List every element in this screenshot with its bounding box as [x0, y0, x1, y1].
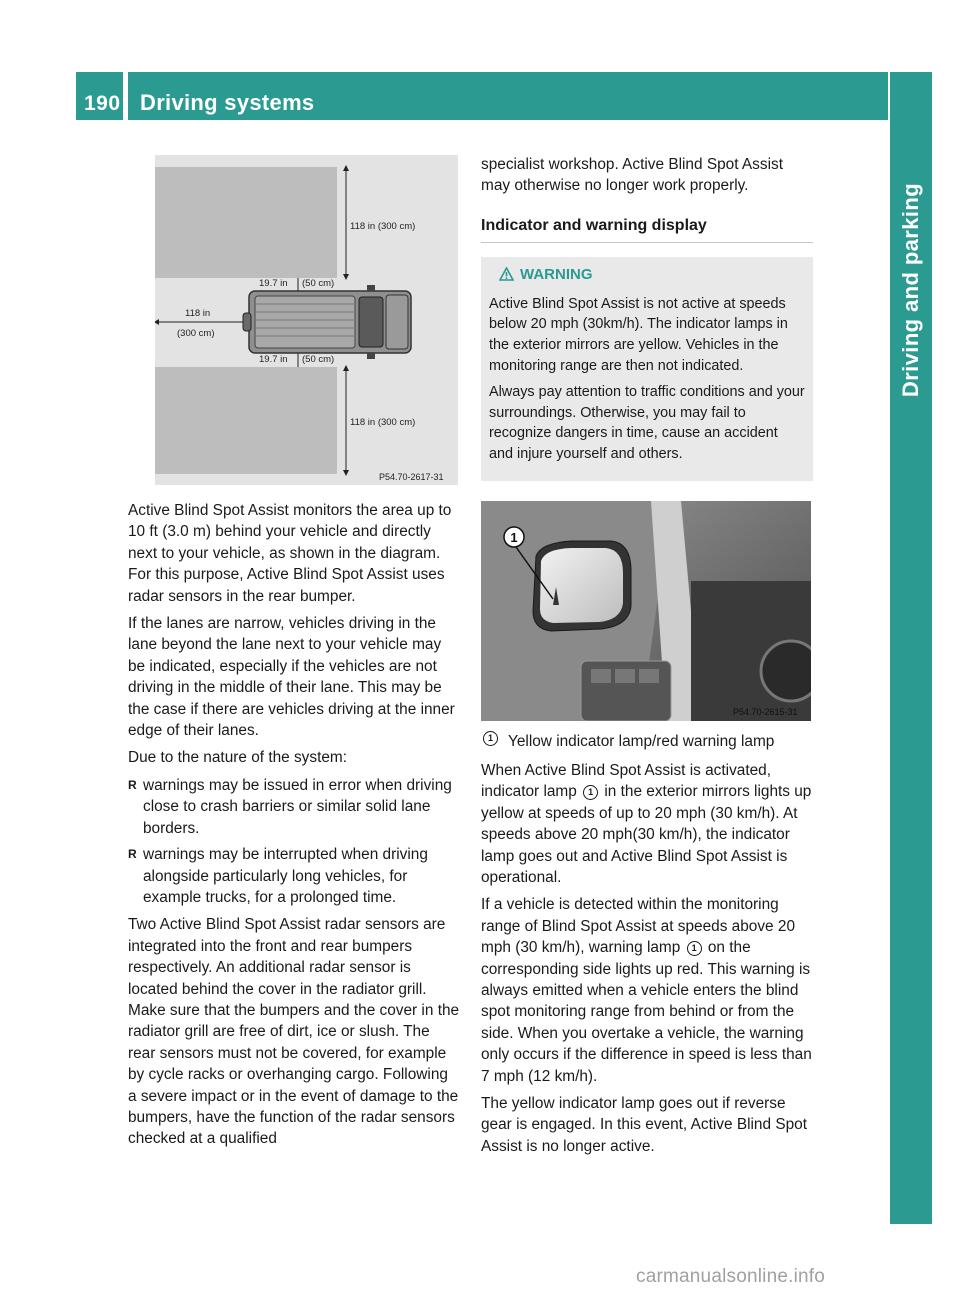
dim-top-label: 118 in (300 cm): [350, 221, 416, 232]
callout-badge: 1: [687, 941, 702, 956]
photo-callout: 1: [510, 529, 518, 545]
warning-paragraph-2: Always pay attention to traffic conditions and your surroundings. Otherwise, you may fail to recognize dangers in time, cause an accident and injure yourself and others.: [489, 384, 805, 462]
section-title: Driving systems: [140, 90, 315, 115]
dim-side-1-label: 19.7 in: [259, 278, 288, 289]
narrow-lanes-paragraph: If the lanes are narrow, vehicles driving in the lane beyond the lane next to your vehicle may be indicated, especially if the vehicles are not driving in the middle of their lane. This may be the case if there are vehicles driving at the inner edge of their lanes.: [128, 615, 455, 740]
side-tab-label: Driving and parking: [898, 182, 923, 398]
warning-title: WARNING: [520, 266, 593, 284]
list-item: R warnings may be issued in error when driving close to crash barriers or similar solid lane borders.: [128, 776, 452, 837]
bullet-list: [128, 775, 460, 908]
callout-badge: 1: [483, 731, 498, 746]
page-number: 190: [84, 92, 121, 115]
section-heading: Indicator and warning display: [481, 215, 813, 243]
dim-bottom-label: 118 in (300 cm): [350, 417, 416, 428]
mirror-photo: [481, 501, 811, 721]
continuation-paragraph: specialist workshop. Active Blind Spot Assist may otherwise no longer work properly.: [481, 156, 783, 195]
photo-code: P54.70-2615-31: [733, 706, 798, 717]
callout-badge: 1: [583, 785, 598, 800]
lower-zone: [155, 367, 337, 474]
warning-paragraph-1: Active Blind Spot Assist is not active at speeds below 20 mph (30km/h). The indicator lamps in the exterior mirrors are yellow. Vehicles in the monitoring range are then not indicated.: [489, 295, 788, 374]
left-column: [128, 500, 460, 1156]
bullet-marker: R: [128, 847, 137, 862]
reverse-gear-paragraph: The yellow indicator lamp goes out if reverse gear is engaged. In this event, Active Blind Spot Assist is no longer active.: [481, 1095, 807, 1155]
right-column: [481, 154, 813, 1163]
photo-caption: [481, 731, 813, 752]
detection-paragraph: If a vehicle is detected within the monitoring range of Blind Spot Assist at speeds above 20 mph (30 km/h), warning lamp 1 on the corresponding side lights up red. This warning is always emitted when a vehicle enters the blind spot monitoring range from behind or from the side. When you overtake a vehicle, the warning only occurs if the difference in speed is less than 7 mph (12 km/h).: [481, 896, 812, 1085]
system-nature-paragraph: Due to the nature of the system:: [128, 749, 348, 767]
radar-sensors-paragraph: Two Active Blind Spot Assist radar sensors are integrated into the front and rear bumpers respectively. An additional radar sensor is located behind the cover in the radiator grill. Make sure that the bumpers and the cover in the radiator grill are free of dirt, ice or slush. The rear sensors must not be covered, for example by cycle racks or overhanging cargo. Following a severe impact or in the event of damage to the bumpers, have the function of the radar sensors checked at a qualified: [128, 916, 460, 1148]
warning-triangle-icon: [499, 267, 514, 288]
diagram-code: P54.70-2617-31: [379, 472, 444, 482]
list-item: R warnings may be interrupted when driving alongside particularly long vehicles, for example trucks, for a prolonged time.: [128, 846, 428, 906]
warning-box: [481, 257, 813, 480]
warning-header: [499, 265, 805, 288]
vehicle-top-view: [243, 285, 411, 359]
dim-side-1-cm: (50 cm): [302, 278, 335, 289]
intro-paragraph: Active Blind Spot Assist monitors the area up to 10 ft (3.0 m) behind your vehicle and directly next to your vehicle, as shown in the diagram. For this purpose, Active Blind Spot Assist uses radar sensors in the rear bumper.: [128, 502, 452, 605]
dim-side-2-cm: (50 cm): [302, 354, 335, 365]
dim-side-2-label: 19.7 in: [259, 354, 288, 365]
watermark: carmanualsonline.info: [636, 1266, 826, 1287]
side-tab-marker: [890, 1120, 932, 1224]
bullet-marker: R: [128, 777, 137, 792]
caption-text: Yellow indicator lamp/red warning lamp: [508, 732, 775, 750]
blind-spot-diagram: [155, 155, 458, 485]
dim-rear-cm: (300 cm): [177, 328, 215, 339]
dim-rear-label: 118 in: [185, 308, 211, 319]
upper-zone: [155, 167, 337, 278]
activation-paragraph: When Active Blind Spot Assist is activated, indicator lamp 1 in the exterior mirrors lights up yellow at speeds of up to 20 mph (30 km/h). At speeds above 20 mph(30 km/h), the indicator lamp goes out and Active Blind Spot Assist is operational.: [481, 761, 812, 886]
